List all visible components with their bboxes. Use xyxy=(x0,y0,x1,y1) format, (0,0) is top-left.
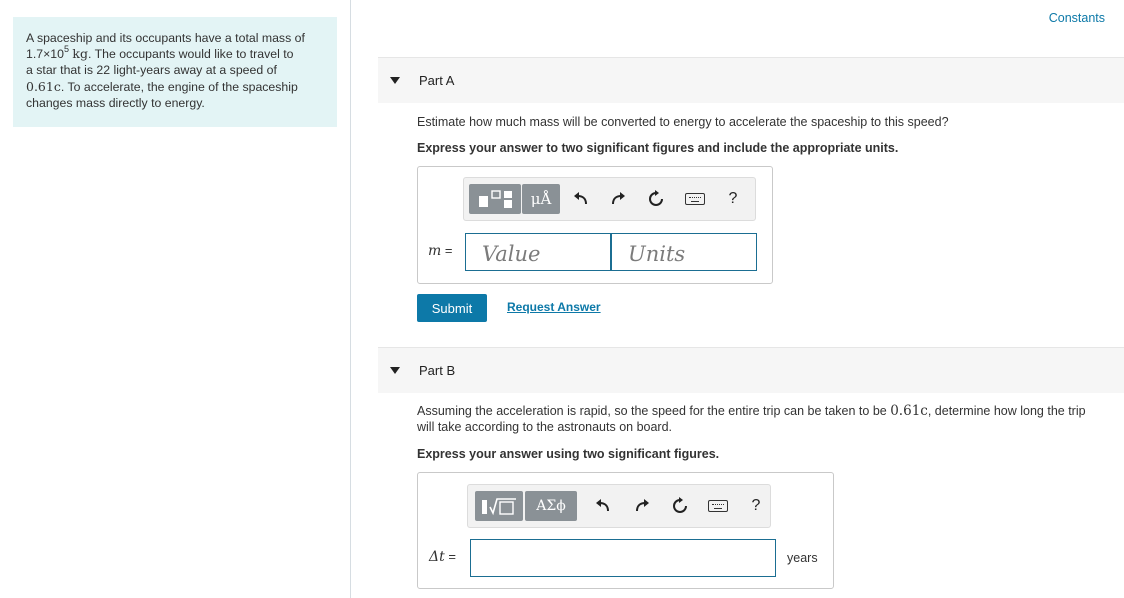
years-unit-label: years xyxy=(787,551,818,565)
caret-down-icon[interactable] xyxy=(390,367,400,374)
templates-icon[interactable] xyxy=(469,184,521,214)
mass-label: m = xyxy=(428,243,453,259)
part-b-question: Assuming the acceleration is rapid, so the speed for the entire trip can be taken to be 0.61c, determine how long the trip will take according to the astronauts on board. xyxy=(417,403,1086,434)
problem-line-3: a star that is 22 light-years away at a speed of xyxy=(26,63,277,78)
undo-icon[interactable] xyxy=(570,188,592,210)
time-input[interactable] xyxy=(470,539,776,577)
request-answer-link[interactable]: Request Answer xyxy=(507,300,601,314)
part-a-question: Estimate how much mass will be converted to energy to accelerate the spaceship to this speed? xyxy=(417,115,949,129)
value-input[interactable] xyxy=(465,233,611,271)
keyboard-icon[interactable] xyxy=(684,188,706,210)
keyboard-icon[interactable] xyxy=(707,495,729,517)
redo-icon[interactable] xyxy=(607,188,629,210)
redo-icon[interactable] xyxy=(631,495,653,517)
panel-divider xyxy=(350,0,351,598)
part-b-instruction: Express your answer using two significant figures. xyxy=(417,447,720,461)
templates-icon[interactable] xyxy=(475,491,523,521)
part-a-answer-box xyxy=(417,166,773,284)
help-icon[interactable]: ? xyxy=(751,497,761,514)
problem-line-1: A spaceship and its occupants have a total mass of xyxy=(26,31,305,45)
part-a-toolbar xyxy=(463,177,756,221)
part-b-answer-box xyxy=(417,472,834,589)
part-b-header[interactable] xyxy=(378,347,1124,393)
part-a-instruction: Express your answer to two significant figures and include the appropriate units. xyxy=(417,141,899,155)
help-icon[interactable]: ? xyxy=(728,190,738,207)
part-a-header[interactable] xyxy=(378,57,1124,103)
problem-statement: A spaceship and its occupants have a total mass of $1.7\times 10^5$ kg. The occupants would like to travel to a star that is 22 light-years away at a speed of 0.61c. To accelerate, the engine of the spaceship changes mass directly to energy. xyxy=(13,17,337,127)
delta-t-label: Δt = xyxy=(429,549,456,565)
undo-icon[interactable] xyxy=(592,495,614,517)
speed-value: 0.61c xyxy=(26,78,61,94)
submit-button[interactable]: Submit xyxy=(417,294,487,322)
units-input[interactable] xyxy=(611,233,757,271)
problem-line-5: changes mass directly to energy. xyxy=(26,95,205,110)
constants-link[interactable]: Constants xyxy=(1048,11,1105,25)
reset-icon[interactable] xyxy=(669,495,691,517)
part-b-toolbar xyxy=(467,484,771,528)
units-button[interactable]: μÅ xyxy=(522,184,560,214)
reset-icon[interactable] xyxy=(645,188,667,210)
caret-down-icon[interactable] xyxy=(390,77,400,84)
part-b-title: Part B xyxy=(419,363,456,378)
part-a-title: Part A xyxy=(419,73,455,88)
mass-value: $1.7\times 10^5$ kg xyxy=(26,44,88,62)
greek-symbols-button[interactable]: ΑΣϕ xyxy=(525,491,577,521)
